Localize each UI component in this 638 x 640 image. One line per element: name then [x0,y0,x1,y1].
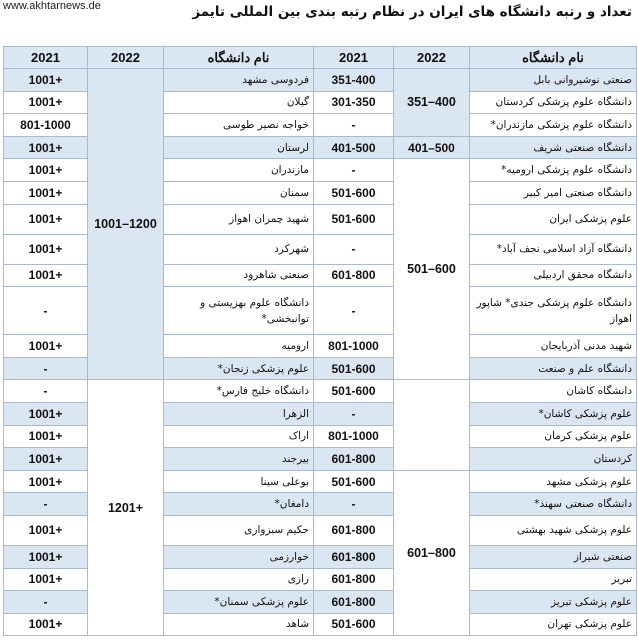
university-left: خواجه نصیر طوسی [164,114,314,137]
rank-2021-right: 401-500 [314,136,394,159]
rank-2021-right: 351-400 [314,69,394,92]
rank-2021-right: 801-1000 [314,425,394,448]
rank-2021-left: - [4,357,88,380]
rank-2021-left: 1001+ [4,613,88,636]
rank-2021-right: 601-800 [314,568,394,591]
university-right: صنعتی شیراز [470,545,637,568]
rank-2021-right: 501-600 [314,357,394,380]
rank-2021-right: - [314,114,394,137]
rank-2021-right: 501-600 [314,204,394,234]
university-right: دانشگاه صنعتی شریف [470,136,637,159]
university-left: شاهد [164,613,314,636]
rank-2021-right: 601-800 [314,515,394,545]
rank-2021-left: 1001+ [4,159,88,182]
rank-2021-left: 1001+ [4,181,88,204]
rank-2021-right: 801-1000 [314,335,394,358]
university-left: علوم پزشکی سمنان* [164,591,314,614]
rank-2021-left: 1001+ [4,515,88,545]
rank-2021-left: 1001+ [4,234,88,264]
university-right: دانشگاه محقق اردبیلی [470,264,637,287]
university-left: دامغان* [164,493,314,516]
university-left: شهرکرد [164,234,314,264]
rank-2021-right: 601-800 [314,591,394,614]
rank-2021-right: 501-600 [314,470,394,493]
university-right: علوم پزشکی ایران [470,204,637,234]
university-left: اراک [164,425,314,448]
rank-2021-left: 1001+ [4,136,88,159]
group-2022-left: 1001–1200 [88,69,164,380]
header-2021-right: 2021 [314,47,394,69]
university-right: علوم پزشکی شهید بهشتی [470,515,637,545]
rank-2021-right: - [314,287,394,335]
header-2022-right: 2022 [394,47,470,69]
rank-2021-left: 1001+ [4,545,88,568]
group-2022-right: 351–400 [394,69,470,137]
university-right: دانشگاه صنعتی امیر کبیر [470,181,637,204]
university-left: لرستان [164,136,314,159]
rank-2021-left: 1001+ [4,204,88,234]
university-right: صنعتی نوشیروانی بابل [470,69,637,92]
rank-2021-right: - [314,493,394,516]
page-title: تعداد و رتبه دانشگاه های ایران در نظام رتبه بندی بین المللی تایمز [192,4,632,20]
university-left: شهید چمران اهواز [164,204,314,234]
rank-2021-right: 301-350 [314,91,394,114]
header-university-left: نام دانشگاه [164,47,314,69]
university-left: مازندران [164,159,314,182]
rank-2021-right: 601-800 [314,264,394,287]
university-right: دانشگاه صنعتی سهند* [470,493,637,516]
university-right: علوم پزشکی مشهد [470,470,637,493]
table-row [4,69,637,92]
rank-2021-right: 601-800 [314,448,394,471]
table-row [4,380,637,403]
header-2021-left: 2021 [4,47,88,69]
rank-2021-left: 1001+ [4,448,88,471]
rank-2021-left: 1001+ [4,470,88,493]
university-right: علوم پزشکی تهران [470,613,637,636]
watermark: www.akhtarnews.de [3,0,101,12]
group-2022-right: 501–600 [394,159,470,380]
rank-2021-left: 1001+ [4,568,88,591]
group-2022-right-blank [394,380,470,470]
header-university-right: نام دانشگاه [470,47,637,69]
university-right: دانشگاه کاشان [470,380,637,403]
university-right: علوم پزشکی تبریز [470,591,637,614]
university-left: گیلان [164,91,314,114]
rank-2021-left: 1001+ [4,425,88,448]
university-left: حکیم سبزواری [164,515,314,545]
university-left: الزهرا [164,402,314,425]
university-right: دانشگاه علوم پزشکی کردستان [470,91,637,114]
rank-2021-left: 1001+ [4,69,88,92]
university-right: دانشگاه علوم پزشکی جندی* شاپور اهواز [470,287,637,335]
university-right: شهید مدنی آذربایجان [470,335,637,358]
rank-2021-left: - [4,287,88,335]
university-right: دانشگاه علم و صنعت [470,357,637,380]
rank-2021-left: - [4,591,88,614]
rank-2021-right: - [314,159,394,182]
rank-2021-left: 1001+ [4,91,88,114]
rank-2021-right: 501-600 [314,613,394,636]
rank-2021-left: 801-1000 [4,114,88,137]
group-2022-right: 401–500 [394,136,470,159]
university-left: دانشگاه خلیج فارس* [164,380,314,403]
university-right: تبریز [470,568,637,591]
rank-2021-right: 501-600 [314,380,394,403]
university-right: کردستان [470,448,637,471]
rank-2021-left: 1001+ [4,264,88,287]
university-left: بیرجند [164,448,314,471]
university-right: علوم پزشکی کرمان [470,425,637,448]
rank-2021-left: - [4,380,88,403]
university-left: خوارزمی [164,545,314,568]
university-right: دانشگاه علوم پزشکی مازندران* [470,114,637,137]
header-2022-left: 2022 [88,47,164,69]
rank-2021-right: 601-800 [314,545,394,568]
university-left: علوم پزشکی زنجان* [164,357,314,380]
university-left: صنعتی شاهرود [164,264,314,287]
rank-2021-right: 501-600 [314,181,394,204]
university-left: فردوسی مشهد [164,69,314,92]
group-2022-left: 1201+ [88,380,164,636]
rank-2021-left: - [4,493,88,516]
university-right: دانشگاه آزاد اسلامی نجف آباد* [470,234,637,264]
rank-2021-right: - [314,402,394,425]
rank-2021-left: 1001+ [4,335,88,358]
university-left: ارومیه [164,335,314,358]
university-left: دانشگاه علوم بهزیستی و توانبخشی* [164,287,314,335]
rank-2021-left: 1001+ [4,402,88,425]
group-2022-right: 601–800 [394,470,470,636]
rank-2021-right: - [314,234,394,264]
rankings-table [3,46,637,636]
university-left: سمنان [164,181,314,204]
university-right: دانشگاه علوم پزشکی ارومیه* [470,159,637,182]
university-right: علوم پزشکی کاشان* [470,402,637,425]
header-row [4,47,637,69]
university-left: رازی [164,568,314,591]
university-left: بوعلی سینا [164,470,314,493]
